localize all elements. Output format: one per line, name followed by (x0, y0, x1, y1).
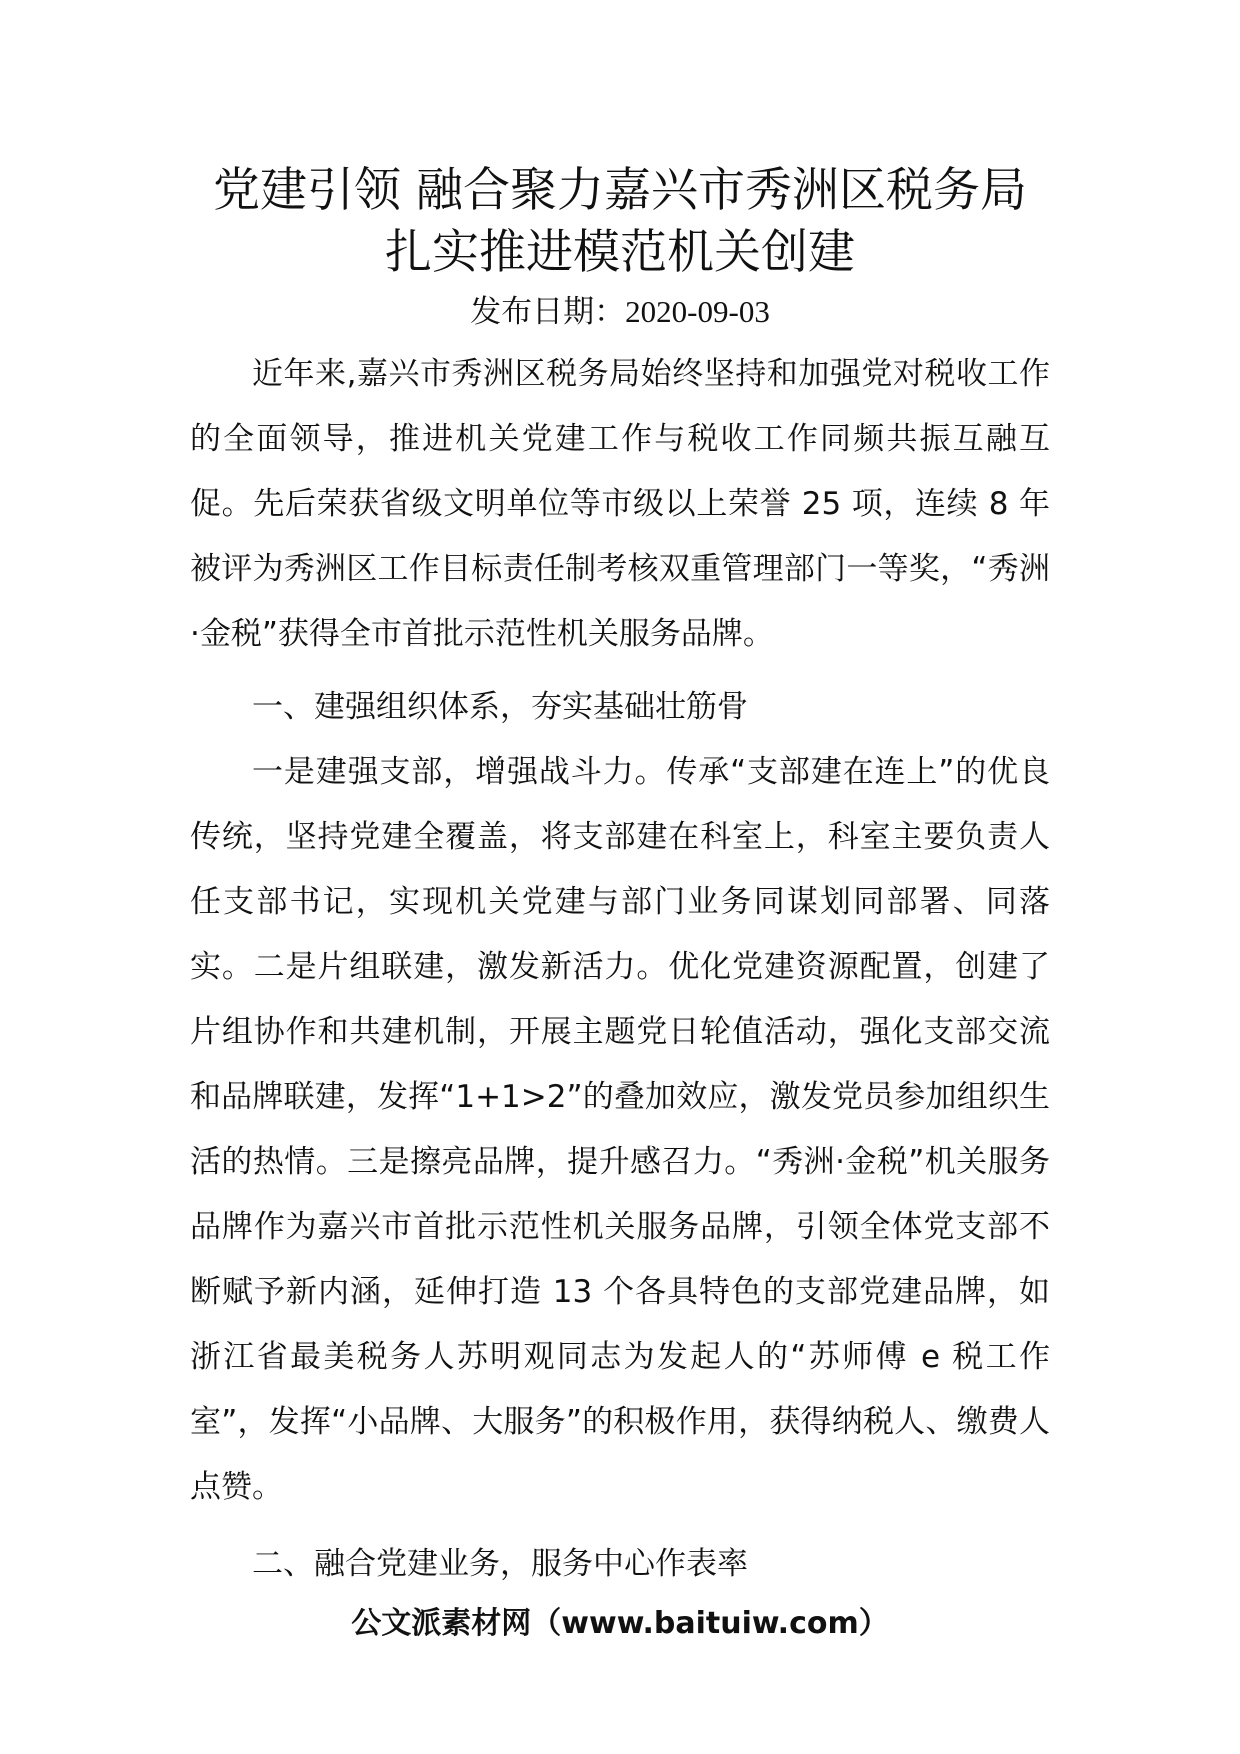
source-watermark: 公文派素材网（www.baituiw.com） (351, 1606, 889, 1641)
intro-paragraph: 近年来,嘉兴市秀洲区税务局始终坚持和加强党对税收工作的全面领导，推进机关党建工作与税收工作同频共振互融互促。先后荣获省级文明单位等市级以上荣誉 25 项，连续 8 年被评为秀洲区工作目标责任制考核双重管理部门一等奖，“秀洲·金税”获得全市首批示范性机关服务品牌。 (190, 356, 1050, 652)
publish-date-value: 2020-09-03 (625, 294, 770, 329)
section-1-heading: 一、建强组织体系，夯实基础壮筋骨 (252, 689, 748, 725)
publish-date-label: 发布日期： (470, 294, 626, 330)
document-title: 党建引领 融合聚力嘉兴市秀洲区税务局扎实推进模范机关创建 (213, 163, 1027, 280)
section-2-heading: 二、融合党建业务，服务中心作表率 (252, 1546, 748, 1582)
publish-date (190, 290, 1050, 334)
section-1-body: 一是建强支部，增强战斗力。传承“支部建在连上”的优良传统，坚持党建全覆盖，将支部建在科室上，科室主要负责人任支部书记，实现机关党建与部门业务同谋划同部署、同落实。二是片组联建，激发新活力。优化党建资源配置，创建了片组协作和共建机制，开展主题党日轮值活动，强化支部交流和品牌联建，发挥“1+1>2”的叠加效应，激发党员参加组织生活的热情。三是擦亮品牌，提升感召力。“秀洲·金税”机关服务品牌作为嘉兴市首批示范性机关服务品牌，引领全体党支部不断赋予新内涵，延伸打造 13 个各具特色的支部党建品牌，如浙江省最美税务人苏明观同志为发起人的“苏师傅 e 税工作室”，发挥“小品牌、大服务”的积极作用，获得纳税人、缴费人点赞。 (190, 754, 1050, 1505)
document-page (190, 160, 1050, 1597)
